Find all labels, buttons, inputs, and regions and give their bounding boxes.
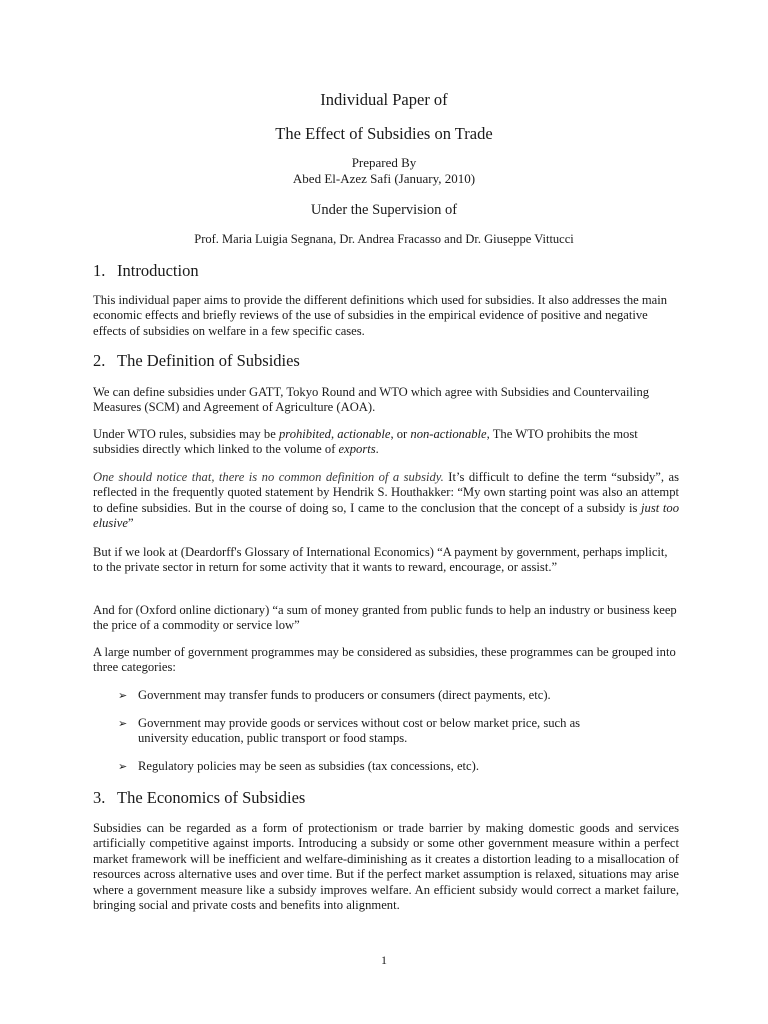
list-item-text: Government may provide goods or services without cost or below market price, such as bbox=[138, 716, 581, 730]
text-run-italic: non-actionable bbox=[410, 427, 487, 441]
section-title: The Definition of Subsidies bbox=[117, 351, 300, 370]
list-item-text-continued: university education, public transport or food stamps. bbox=[138, 731, 408, 746]
economics-paragraph: Subsidies can be regarded as a form of protectionism or trade barrier by making domestic goods and services artificially competitive against imports. Introducing a subsidy or some other government measure within a perfect market framework will be inefficient and welfare-diminishing as it creates a distortion leading to a misallocation of resources across alternative uses and over time. But if the perfect market assumption is relaxed, situations may arise where a government measure like a subsidy improves welfare. An efficient subsidy would correct a market failure, bringing social and private costs and benefits into alignment. bbox=[93, 821, 679, 913]
text-run: ” bbox=[127, 516, 134, 531]
list-item bbox=[118, 716, 678, 747]
definition-paragraph-3 bbox=[93, 470, 679, 532]
text-run-italic: actionable bbox=[337, 427, 391, 441]
text-run-italic: just too elusive bbox=[93, 500, 680, 531]
intro-paragraph: This individual paper aims to provide the different definitions which used for subsidies. It also addresses the main economic effects and briefly reviews of the use of subsidies in the empirical evidence of positive and negative effects of subsidies on welfare in a few specific cases. bbox=[93, 293, 668, 338]
section-number: 1. bbox=[93, 261, 106, 280]
section-heading-economics bbox=[93, 788, 305, 808]
text-run: Under WTO rules, subsidies may be bbox=[93, 427, 279, 441]
definition-paragraph-2 bbox=[93, 427, 679, 458]
supervision-label: Under the Supervision of bbox=[310, 202, 458, 218]
paper-title: The Effect of Subsidies on Trade bbox=[275, 124, 493, 143]
arrow-bullet-icon: ➢ bbox=[118, 760, 128, 773]
list-item bbox=[118, 759, 678, 774]
list-item-text: Government may transfer funds to producers or consumers (direct payments, etc). bbox=[138, 688, 551, 702]
text-run-italic: prohibited bbox=[278, 427, 331, 441]
text-run: , The WTO prohibits the most subsidies directly which linked to the volume of bbox=[93, 427, 638, 457]
section-title: Introduction bbox=[117, 261, 199, 280]
section-title: The Economics of Subsidies bbox=[117, 788, 306, 807]
arrow-bullet-icon: ➢ bbox=[118, 689, 128, 702]
section-heading-introduction bbox=[93, 261, 199, 281]
supervisors-line: Prof. Maria Luigia Segnana, Dr. Andrea Fracasso and Dr. Giuseppe Vittucci bbox=[194, 232, 574, 246]
text-run: It’s difficult to define the term “subsidy”, as reflected in the frequently quoted statement by Hendrik S. Houthakker: “My own starting point was also an attempt to define subsidies. But in the course of doing so, I came to the conclusion that the concept of a subsidy is bbox=[93, 470, 680, 515]
arrow-bullet-icon: ➢ bbox=[118, 717, 128, 730]
text-run-italic: One should notice that, there is no common definition of a subsidy. bbox=[93, 470, 444, 484]
title-line-1: Individual Paper of bbox=[320, 90, 448, 109]
text-run-italic: exports bbox=[338, 442, 376, 457]
definition-paragraph-4: But if we look at (Deardorff's Glossary of International Economics) “A payment by government, perhaps implicit, to the private sector in return for some activity that it wants to reward, encourage, or assist.” bbox=[93, 545, 668, 575]
definition-paragraph-6: A large number of government programmes may be considered as subsidies, these programmes can be grouped into three categories: bbox=[93, 645, 676, 675]
author-line: Abed El-Azez Safi (January, 2010) bbox=[292, 171, 476, 186]
list-item bbox=[118, 688, 678, 703]
definition-paragraph-5: And for (Oxford online dictionary) “a sum of money granted from public funds to help an industry or business keep the price of a commodity or service low” bbox=[93, 603, 677, 633]
section-number: 3. bbox=[93, 788, 106, 807]
text-run: . bbox=[375, 442, 379, 457]
prepared-by-label: Prepared By bbox=[351, 155, 417, 170]
section-heading-definition bbox=[93, 351, 300, 371]
text-run: , or bbox=[390, 427, 411, 441]
list-item-text: Regulatory policies may be seen as subsidies (tax concessions, etc). bbox=[138, 759, 479, 773]
definition-paragraph-1: We can define subsidies under GATT, Tokyo Round and WTO which agree with Subsidies and Countervailing Measures (SCM) and Agreement of Agriculture (AOA). bbox=[93, 385, 650, 415]
page-number: 1 bbox=[381, 953, 387, 967]
section-number: 2. bbox=[93, 351, 106, 370]
text-run: , bbox=[330, 427, 338, 441]
